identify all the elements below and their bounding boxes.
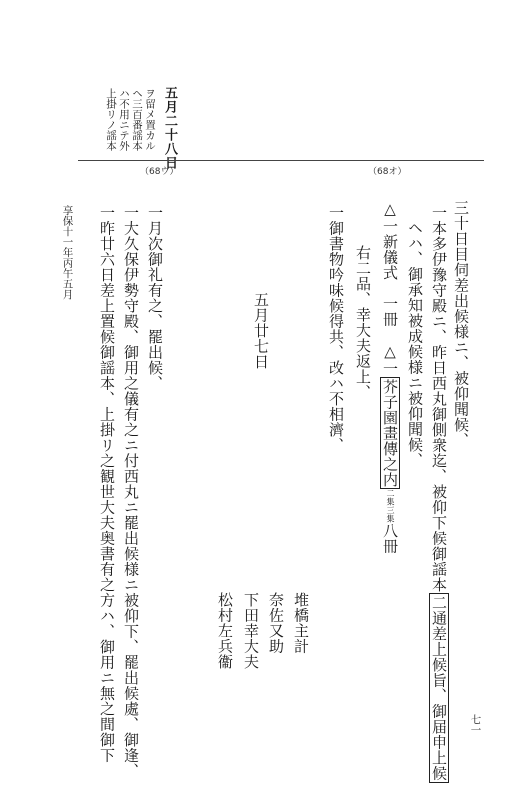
header-note-4: ヲ留メ置カル	[144, 88, 156, 151]
running-title: 享保十一年丙午五月	[61, 205, 74, 300]
header-note-3: ヘ三百番謡本	[131, 88, 143, 151]
date-heading: 五月二十八日	[162, 86, 177, 170]
header-note-2: ハ不用ニテ外	[118, 88, 130, 151]
header-divider	[78, 160, 484, 161]
book-item-2-volumes	[386, 489, 394, 523]
text-column-2	[431, 205, 446, 783]
text-column-2-boxed: 二通差上候旨、御届申上候	[430, 594, 448, 781]
date-heading-2: 五月廿七日	[252, 292, 270, 370]
book-item-2-count: 八冊	[381, 523, 399, 554]
book-item-1: △一新儀式 一冊 △一	[381, 200, 399, 377]
book-item-2-title: 芥子園畫傳之内	[381, 378, 399, 487]
text-column-6: 一御書物吟味候得共、改ハ不相濟、	[327, 205, 345, 453]
text-column-8: 一大久保伊勢守殿、御用之儀有之ニ付西丸ニ罷出候様ニ被仰下、罷出候處、御逢、	[122, 205, 140, 779]
text-column-3: ヘハ、御承知被成候様ニ被仰聞候、	[406, 220, 424, 468]
folio-marker-right: （68オ）	[368, 167, 407, 177]
text-column-1: 三十日目伺差出候様ニ、被仰聞候、	[452, 200, 470, 448]
signatory-4: 松村左兵衞	[216, 592, 234, 670]
text-column-5: 右二品、幸大夫返上、	[354, 245, 372, 400]
signatory-3: 下田幸大夫	[242, 592, 260, 670]
signatory-2: 奈佐又助	[267, 592, 285, 654]
book-item-2-volume-top: 二集	[386, 489, 395, 506]
page-number: 七一	[469, 714, 482, 735]
header-note-1: 上掛リノ謡本	[105, 88, 117, 151]
text-column-9: 一昨廿六日差上置候御謡本、上掛リ之観世大夫奥書有之方ハ、御用ニ無之間御下	[98, 205, 116, 763]
text-column-4	[382, 200, 397, 554]
book-item-2-volume-bottom: 三集	[386, 506, 395, 523]
signatory-1: 堆橋主計	[292, 592, 310, 654]
text-column-7: 一月次御礼有之、罷出候、	[146, 205, 164, 391]
text-column-2-main: 一本多伊豫守殿ニ、昨日西丸御側衆迄、被仰下候御謡本	[430, 205, 448, 593]
folio-marker-left: （68ウ）	[140, 167, 179, 177]
